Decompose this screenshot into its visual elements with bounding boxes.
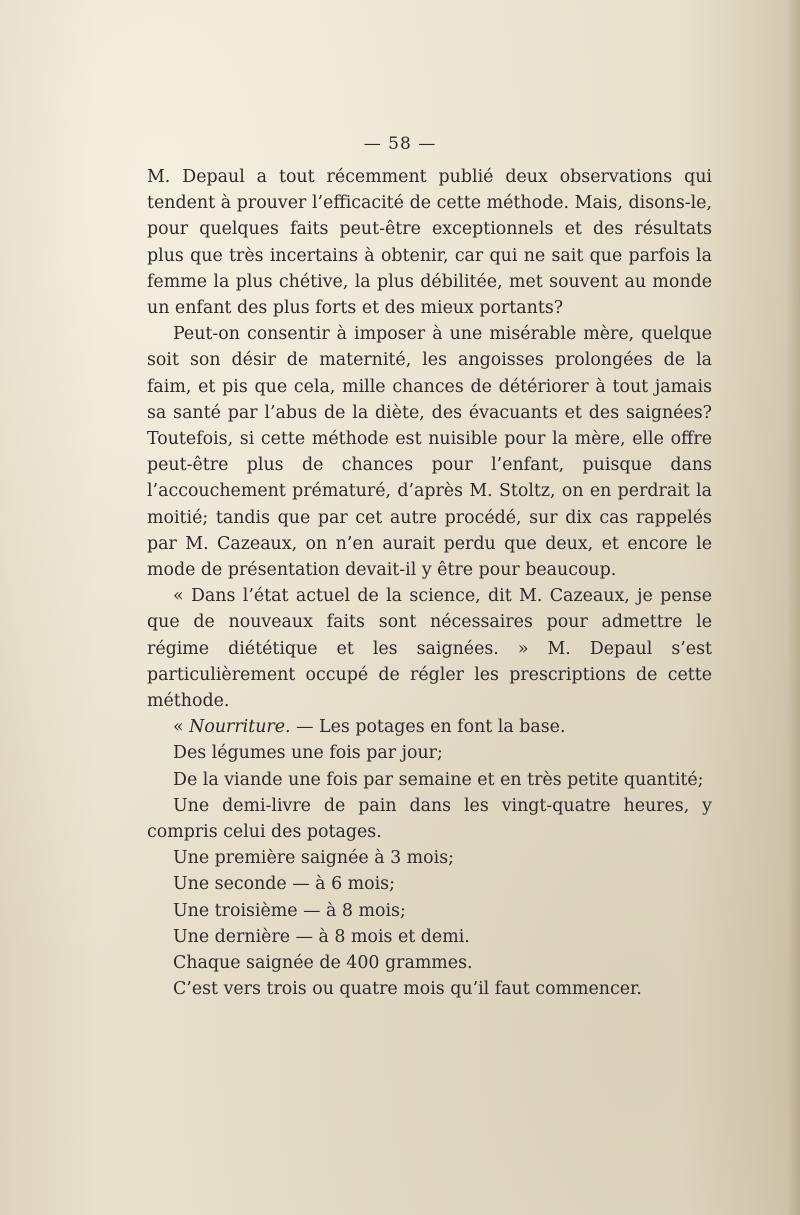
page-number: — 58 — [363, 134, 437, 154]
diet-line-bread: Une demi-livre de pain dans les vingt-quatre heures, y compris celui des potages. [147, 795, 712, 843]
paragraph-cazeaux-quote: « Dans l’état actuel de la science, dit M. Cazeaux, je pense que de nouveaux faits sont nécessaires pour admettre le régime diététique et les saignées. » M. Depaul s’est particulièrement occupé de régler les prescriptions de cette méthode. [147, 586, 712, 712]
body-text [147, 164, 712, 1003]
nourriture-label: Nourriture. [189, 717, 291, 738]
quote-mark: « [173, 717, 190, 738]
bleeding-line-third: Une troisième — à 8 mois; [173, 900, 406, 921]
bleeding-line-first: Une première saignée à 3 mois; [173, 848, 454, 869]
closing-line-start: C’est vers trois ou quatre mois qu’il faut commencer. [173, 979, 642, 1000]
diet-line-meat: De la viande une fois par semaine et en très petite quantité; [173, 769, 704, 790]
paragraph-nourriture [147, 714, 712, 740]
page-edge-shadow [786, 0, 800, 1215]
paragraph-depaul-observations: M. Depaul a tout récemment publié deux observations qui tendent à prouver l’efficacité de cette méthode. Mais, disons-le, pour quelques faits peut-être exceptionnels et des résultats plus que très incertains à obtenir, car qui ne sait que parfois la femme la plus chétive, la plus débilitée, met souvent au monde un enfant des plus forts et des mieux portants? [147, 167, 712, 319]
bleeding-line-second: Une seconde — à 6 mois; [173, 874, 395, 895]
nourriture-text: — Les potages en font la base. [290, 717, 566, 738]
bleeding-line-last: Une dernière — à 8 mois et demi. [173, 926, 470, 947]
closing-line-quantity: Chaque saignée de 400 grammes. [173, 953, 473, 974]
diet-line-vegetables: Des légumes une fois par jour; [173, 743, 443, 764]
paragraph-mother-risks: Peut-on consentir à imposer à une misérable mère, quelque soit son désir de maternité, les angoisses prolongées de la faim, et pis que cela, mille chances de détériorer à tout jamais sa santé par l’abus de la diète, des évacuants et des saignées? Toutefois, si cette méthode est nuisible pour la mère, elle offre peut-être plus de chances pour l’enfant, puisque dans l’accouchement prématuré, d’après M. Stoltz, on en perdrait la moitié; tandis que par cet autre procédé, sur dix cas rappelés par M. Cazeaux, on n’en aurait perdu que deux, et encore le mode de présentation devait-il y être pour beaucoup. [147, 324, 712, 581]
